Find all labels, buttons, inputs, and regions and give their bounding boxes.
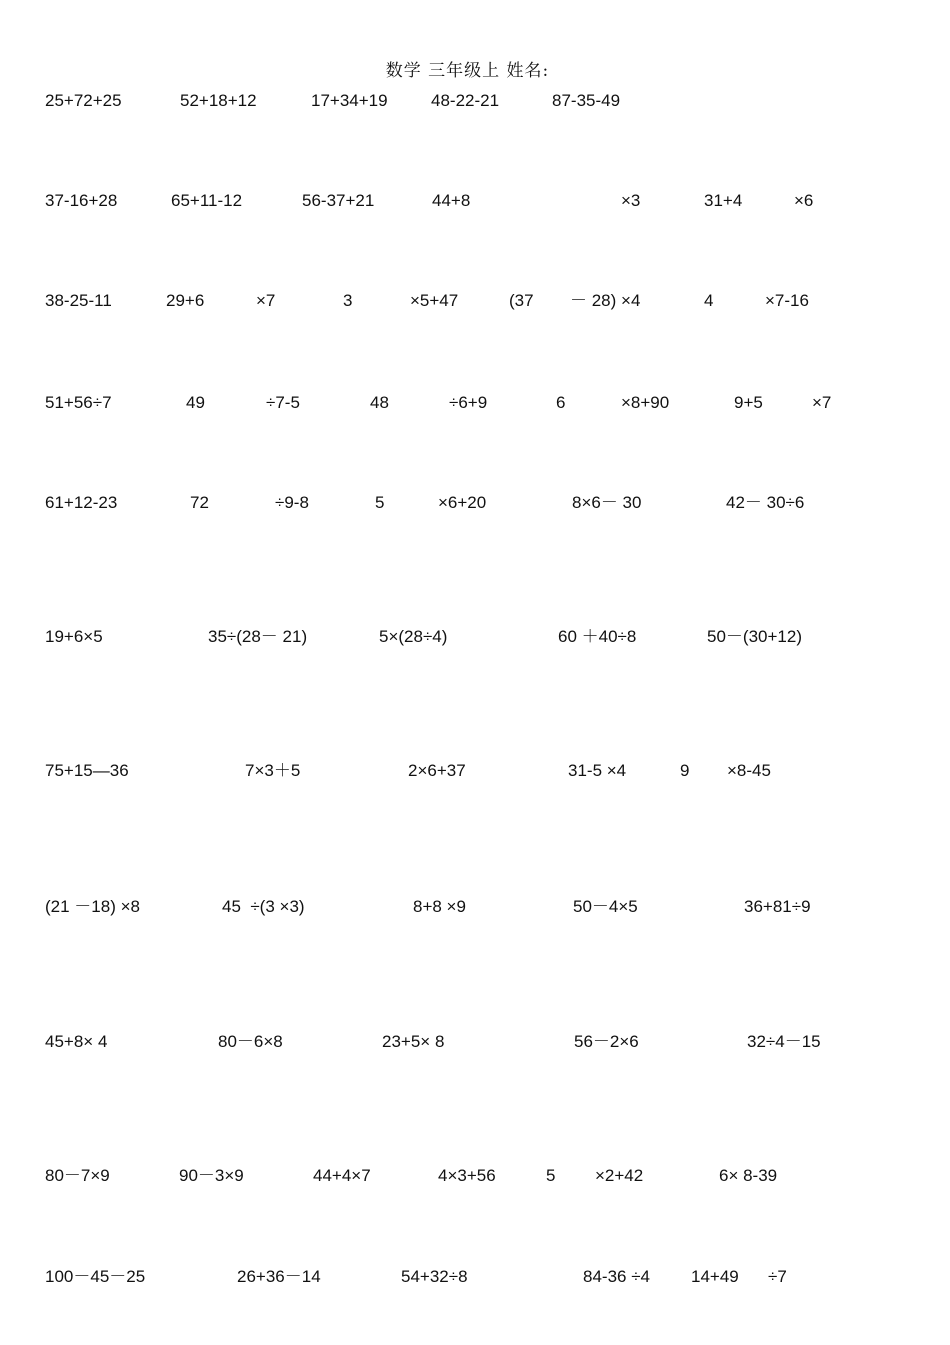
problem-row [0, 289, 950, 313]
problem: 9+5 [734, 393, 763, 412]
problem: 44+4×7 [313, 1166, 371, 1185]
problem: 38-25-11 [45, 291, 112, 310]
problem: 31-5 ×4 [568, 761, 627, 780]
problem: － 28) ×4 [570, 291, 641, 310]
problem: 51+56÷7 [45, 393, 112, 412]
problem: (21 －18) ×8 [45, 897, 140, 916]
problem-row [0, 189, 950, 213]
problem: 45 ÷(3 ×3) [222, 897, 305, 916]
problem: 56－2×6 [574, 1032, 639, 1051]
problem: ×6+20 [438, 493, 487, 512]
problem: 84-36 ÷4 [583, 1267, 650, 1286]
problem-row [0, 1030, 950, 1054]
problem: ÷7 [768, 1267, 787, 1286]
problem: ×7 [256, 291, 276, 310]
problem: 32÷4－15 [747, 1032, 821, 1051]
problem: 54+32÷8 [401, 1267, 468, 1286]
problem: 8×6－ 30 [572, 493, 642, 512]
problem: 5 [375, 493, 385, 512]
problem: 35÷(28－ 21) [208, 627, 308, 646]
problem: 90－3×9 [179, 1166, 244, 1185]
problem: 8+8 ×9 [413, 897, 466, 916]
problem: 19+6×5 [45, 627, 103, 646]
problem: 50－4×5 [573, 897, 638, 916]
problem-row [0, 1265, 950, 1289]
problem-row [0, 1164, 950, 1188]
problem-row [0, 895, 950, 919]
problem: 60 ＋40÷8 [558, 627, 637, 646]
problem: ×7-16 [765, 291, 809, 310]
problem: ×2+42 [595, 1166, 644, 1185]
problem: 52+18+12 [180, 91, 257, 110]
problem: 5×(28÷4) [379, 627, 448, 646]
problem: 29+6 [166, 291, 205, 310]
problem: ×3 [621, 191, 641, 210]
problem: 4 [704, 291, 714, 310]
problem: 31+4 [704, 191, 743, 210]
problem: 23+5× 8 [382, 1032, 445, 1051]
problem-row [0, 491, 950, 515]
problem: 61+12-23 [45, 493, 118, 512]
problem: 2×6+37 [408, 761, 466, 780]
problem: 75+15—36 [45, 761, 129, 780]
problem-row [0, 391, 950, 415]
problem: 56-37+21 [302, 191, 375, 210]
problem: ÷7-5 [266, 393, 300, 412]
problem: 87-35-49 [552, 91, 621, 110]
problem: 7×3＋5 [245, 761, 301, 780]
problem: 72 [190, 493, 209, 512]
problem: 80－6×8 [218, 1032, 283, 1051]
problem-row [0, 759, 950, 783]
problem: 37-16+28 [45, 191, 118, 210]
problem: 48 [370, 393, 389, 412]
problem: 65+11-12 [171, 191, 243, 210]
problem-row [0, 89, 950, 113]
problem: 49 [186, 393, 205, 412]
problem: 50－(30+12) [707, 627, 802, 646]
worksheet-title: 数学 三年级上 姓名: [385, 61, 550, 81]
problem: 26+36－14 [237, 1267, 321, 1286]
problem: 9 [680, 761, 690, 780]
problem: 42－ 30÷6 [726, 493, 805, 512]
problem: 45+8× 4 [45, 1032, 108, 1051]
problem: 6 [556, 393, 566, 412]
problem: 100－45－25 [45, 1267, 146, 1286]
problem: 25+72+25 [45, 91, 122, 110]
problem: ÷9-8 [275, 493, 309, 512]
problem: (37 [509, 291, 534, 310]
problem: ×8-45 [727, 761, 771, 780]
problem: 48-22-21 [431, 91, 500, 110]
problem: ×5+47 [410, 291, 459, 310]
problem: 3 [343, 291, 353, 310]
problem: 44+8 [432, 191, 471, 210]
problem: 36+81÷9 [744, 897, 811, 916]
problem-row [0, 625, 950, 649]
problem: 17+34+19 [311, 91, 388, 110]
problem: 4×3+56 [438, 1166, 496, 1185]
problem: ×7 [812, 393, 832, 412]
problem: 6× 8-39 [719, 1166, 778, 1185]
problem: ÷6+9 [449, 393, 488, 412]
problem: 80－7×9 [45, 1166, 110, 1185]
problem: ×6 [794, 191, 814, 210]
problem: 5 [546, 1166, 556, 1185]
problem: ×8+90 [621, 393, 670, 412]
problem: 14+49 [691, 1267, 739, 1286]
